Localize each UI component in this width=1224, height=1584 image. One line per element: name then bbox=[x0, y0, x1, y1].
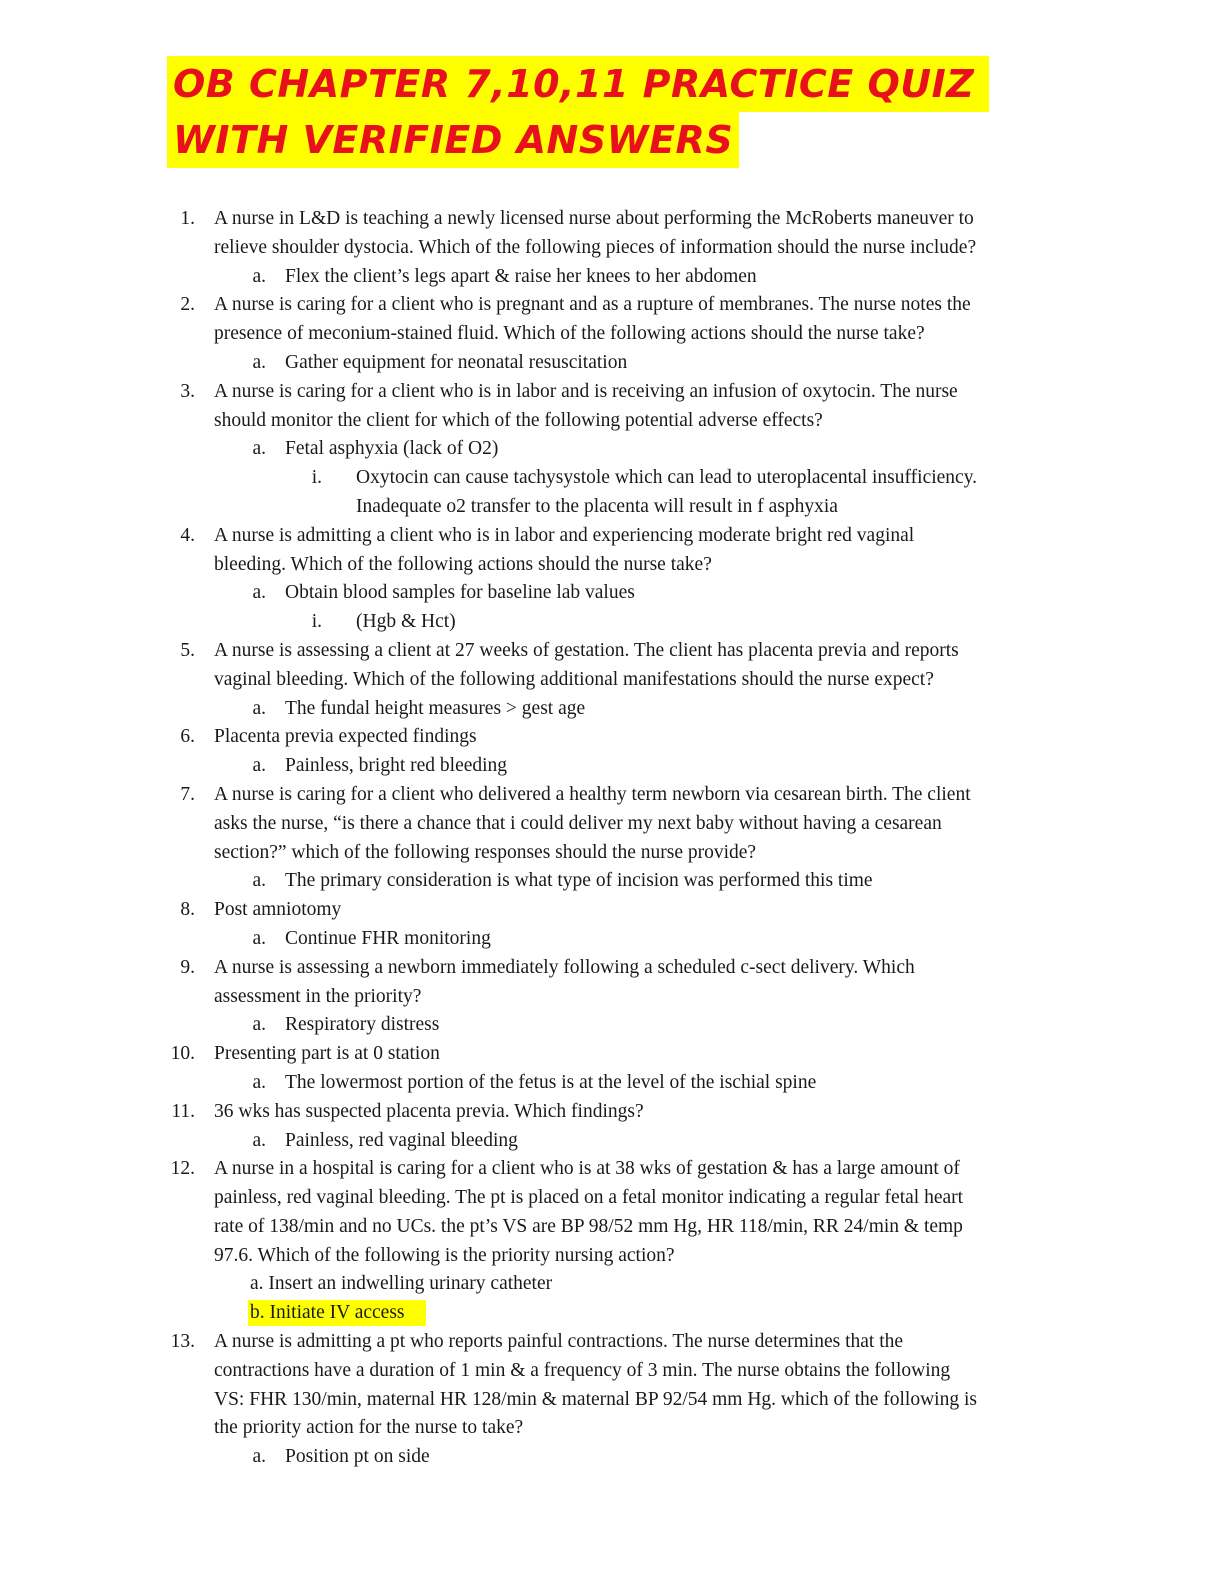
item-text: painless, red vaginal bleeding. The pt is placed on a fetal monitor indicating a regular fetal heart bbox=[214, 1187, 964, 1209]
question-text-continuation bbox=[0, 666, 1224, 695]
item-text: The lowermost portion of the fetus is at the level of the ischial spine bbox=[285, 1071, 817, 1093]
item-number: 4. bbox=[180, 524, 195, 546]
question-item bbox=[0, 723, 1224, 752]
item-number: 13. bbox=[170, 1331, 195, 1353]
item-text: A nurse is assessing a newborn immediately following a scheduled c-sect delivery. Which bbox=[214, 956, 915, 978]
answer-label: Insert an indwelling urinary catheter bbox=[268, 1273, 553, 1295]
rationale-continuation bbox=[0, 493, 1224, 522]
title-line-1: OB CHAPTER 7,10,11 PRACTICE QUIZ bbox=[167, 56, 989, 112]
item-text: Position pt on side bbox=[285, 1446, 430, 1468]
answer-option bbox=[0, 1011, 1224, 1040]
answer-label: Initiate IV access bbox=[269, 1302, 405, 1324]
item-number: 9. bbox=[180, 956, 195, 978]
item-number: 3. bbox=[180, 380, 195, 402]
item-text: the priority action for the nurse to take? bbox=[214, 1417, 524, 1439]
answer-option bbox=[0, 925, 1224, 954]
question-item bbox=[0, 378, 1224, 407]
item-text: relieve shoulder dystocia. Which of the following pieces of information should the nurse include? bbox=[214, 236, 977, 258]
item-number: 8. bbox=[180, 899, 195, 921]
item-text: contractions have a duration of 1 min & a frequency of 3 min. The nurse obtains the following bbox=[214, 1359, 951, 1381]
item-text: rate of 138/min and no UCs. the pt’s VS are BP 98/52 mm Hg, HR 118/min, RR 24/min & temp bbox=[214, 1215, 963, 1237]
answer-text bbox=[250, 1270, 552, 1299]
question-item bbox=[0, 1328, 1224, 1357]
item-text: A nurse in L&D is teaching a newly licensed nurse about performing the McRoberts maneuver to bbox=[214, 208, 974, 229]
item-number: 1. bbox=[180, 208, 195, 229]
question-text-continuation bbox=[0, 407, 1224, 436]
item-number: i. bbox=[311, 467, 322, 489]
item-text: VS: FHR 130/min, maternal HR 128/min & maternal BP 92/54 mm Hg. which of the following is bbox=[214, 1388, 977, 1410]
item-text: Obtain blood samples for baseline lab values bbox=[285, 582, 635, 604]
item-number: 10. bbox=[170, 1043, 195, 1065]
answer-text bbox=[250, 1299, 405, 1328]
answer-option bbox=[0, 349, 1224, 378]
question-item bbox=[0, 1098, 1224, 1127]
item-number: a. bbox=[252, 438, 266, 460]
item-number: a. bbox=[252, 755, 266, 777]
answer-option bbox=[0, 1270, 1224, 1299]
item-number: 2. bbox=[180, 294, 195, 316]
item-number: a. bbox=[252, 582, 266, 604]
item-text: bleeding. Which of the following actions should the nurse take? bbox=[214, 553, 712, 575]
item-text: Placenta previa expected findings bbox=[214, 726, 477, 748]
item-text: vaginal bleeding. Which of the following additional manifestations should the nurse expect? bbox=[214, 668, 934, 690]
answer-letter: b. bbox=[250, 1302, 265, 1324]
item-number: 11. bbox=[171, 1100, 195, 1122]
answer-option bbox=[0, 1299, 1224, 1328]
item-text: A nurse is caring for a client who is in labor and is receiving an infusion of oxytocin. The nurse bbox=[214, 380, 958, 402]
item-number: a. bbox=[252, 1446, 266, 1468]
answer-letter: a. bbox=[250, 1273, 264, 1295]
item-text: presence of meconium-stained fluid. Which of the following actions should the nurse take? bbox=[214, 323, 925, 345]
question-item bbox=[0, 291, 1224, 320]
answer-option bbox=[0, 752, 1224, 781]
item-text: Painless, bright red bleeding bbox=[285, 755, 508, 777]
question-item bbox=[0, 1155, 1224, 1184]
answer-option bbox=[0, 1069, 1224, 1098]
item-text: Oxytocin can cause tachysystole which can lead to uteroplacental insufficiency. bbox=[356, 467, 978, 489]
document-title bbox=[167, 56, 989, 168]
question-item bbox=[0, 522, 1224, 551]
item-text: Gather equipment for neonatal resuscitation bbox=[285, 351, 628, 373]
question-item bbox=[0, 205, 1224, 234]
answer-option bbox=[0, 1127, 1224, 1156]
item-text: A nurse is caring for a client who delivered a healthy term newborn via cesarean birth. The client bbox=[214, 783, 971, 805]
item-text: (Hgb & Hct) bbox=[356, 611, 456, 633]
question-text-continuation bbox=[0, 551, 1224, 580]
item-text: should monitor the client for which of the following potential adverse effects? bbox=[214, 409, 823, 431]
question-text-continuation bbox=[0, 1184, 1224, 1213]
item-number: a. bbox=[252, 1071, 266, 1093]
item-text: Presenting part is at 0 station bbox=[214, 1043, 440, 1065]
item-number: 6. bbox=[180, 726, 195, 748]
item-text: asks the nurse, “is there a chance that i could deliver my next baby without having a cesarean bbox=[214, 812, 942, 834]
item-text: Respiratory distress bbox=[285, 1014, 440, 1036]
question-text-continuation bbox=[0, 1213, 1224, 1242]
item-text: Continue FHR monitoring bbox=[285, 927, 491, 949]
answer-option bbox=[0, 435, 1224, 464]
rationale-item bbox=[0, 608, 1224, 637]
item-text: Post amniotomy bbox=[214, 899, 342, 921]
item-text: Fetal asphyxia (lack of O2) bbox=[285, 438, 499, 460]
item-number: a. bbox=[252, 1014, 266, 1036]
answer-option bbox=[0, 579, 1224, 608]
item-number: 7. bbox=[180, 783, 195, 805]
item-number: a. bbox=[252, 927, 266, 949]
question-item bbox=[0, 1040, 1224, 1069]
answer-option bbox=[0, 867, 1224, 896]
question-item bbox=[0, 637, 1224, 666]
question-item bbox=[0, 896, 1224, 925]
question-text-continuation bbox=[0, 234, 1224, 263]
item-text: section?” which of the following responses should the nurse provide? bbox=[214, 841, 757, 863]
item-number: a. bbox=[252, 870, 266, 892]
question-text-continuation bbox=[0, 1242, 1224, 1271]
item-number: i. bbox=[311, 611, 322, 633]
item-text: A nurse in a hospital is caring for a client who is at 38 wks of gestation & has a large amount of bbox=[214, 1158, 960, 1180]
item-number: a. bbox=[252, 351, 266, 373]
item-number: a. bbox=[252, 265, 266, 287]
item-text: A nurse is admitting a client who is in labor and experiencing moderate bright red vaginal bbox=[214, 524, 915, 546]
item-text: assessment in the priority? bbox=[214, 985, 422, 1007]
answer-option bbox=[0, 1443, 1224, 1472]
question-text-continuation bbox=[0, 1386, 1224, 1415]
question-text-continuation bbox=[0, 1414, 1224, 1443]
question-text-continuation bbox=[0, 1357, 1224, 1386]
question-text-continuation bbox=[0, 320, 1224, 349]
title-line-2: WITH VERIFIED ANSWERS bbox=[167, 112, 739, 168]
answer-option bbox=[0, 263, 1224, 292]
item-text: A nurse is assessing a client at 27 weeks of gestation. The client has placenta previa and reports bbox=[214, 639, 959, 661]
question-text-continuation bbox=[0, 839, 1224, 868]
item-number: a. bbox=[252, 1129, 266, 1151]
item-text: 36 wks has suspected placenta previa. Which findings? bbox=[214, 1100, 644, 1122]
quiz-list bbox=[0, 205, 1224, 1472]
item-text: The primary consideration is what type of incision was performed this time bbox=[285, 870, 873, 892]
item-number: 12. bbox=[170, 1158, 195, 1180]
rationale-item bbox=[0, 464, 1224, 493]
question-text-continuation bbox=[0, 983, 1224, 1012]
item-text: Painless, red vaginal bleeding bbox=[285, 1129, 518, 1151]
item-text: The fundal height measures > gest age bbox=[285, 697, 586, 719]
question-item bbox=[0, 954, 1224, 983]
item-number: a. bbox=[252, 697, 266, 719]
question-text-continuation bbox=[0, 810, 1224, 839]
question-item bbox=[0, 781, 1224, 810]
item-text: A nurse is caring for a client who is pregnant and as a rupture of membranes. The nurse notes the bbox=[214, 294, 971, 316]
item-number: 5. bbox=[180, 639, 195, 661]
answer-option bbox=[0, 695, 1224, 724]
item-text: Inadequate o2 transfer to the placenta will result in f asphyxia bbox=[356, 495, 838, 517]
item-text: 97.6. Which of the following is the priority nursing action? bbox=[214, 1244, 675, 1266]
item-text: Flex the client’s legs apart & raise her knees to her abdomen bbox=[285, 265, 757, 287]
item-text: A nurse is admitting a pt who reports painful contractions. The nurse determines that the bbox=[214, 1331, 904, 1353]
